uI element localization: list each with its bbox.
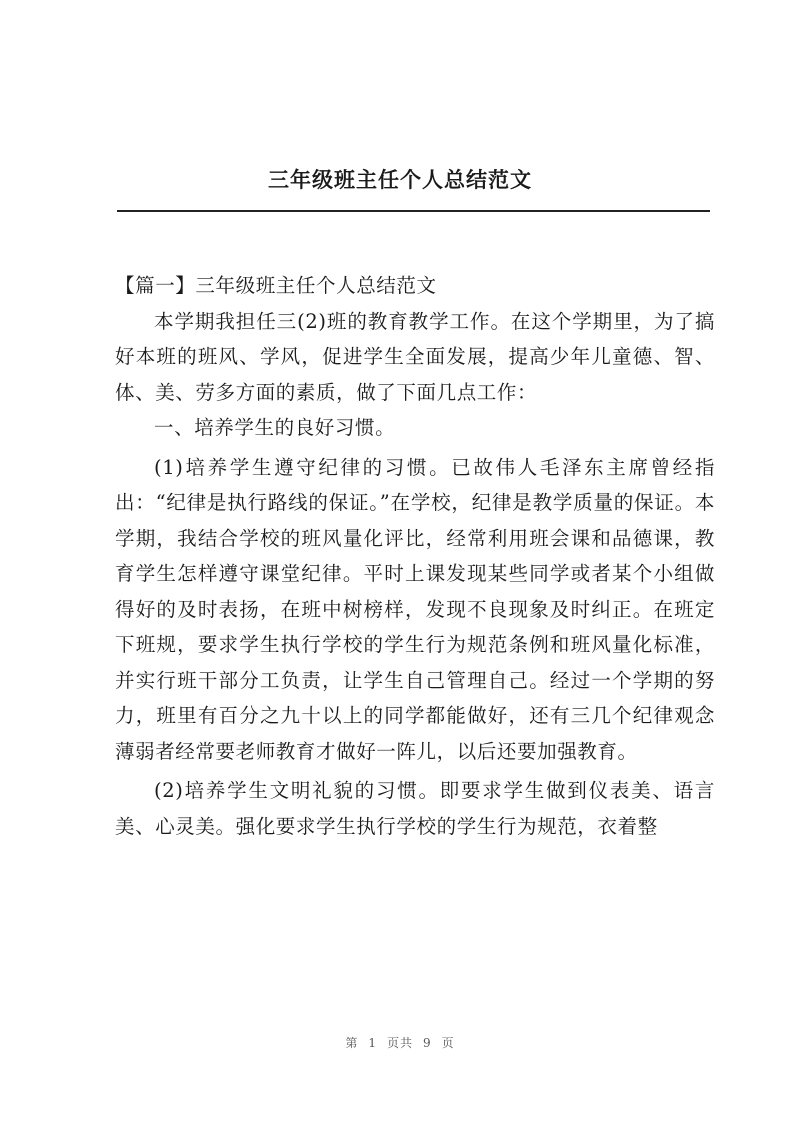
- page-footer: [0, 1034, 800, 1051]
- paragraph-heading-habits: 一、培养学生的良好习惯。: [154, 416, 396, 439]
- footer-suffix: 页: [441, 1036, 455, 1050]
- document-title: 三年级班主任个人总结范文: [268, 167, 532, 192]
- footer-total-pages: 9: [423, 1036, 432, 1050]
- paragraph-manners: (2)培养学生文明礼貌的习惯。即要求学生做到仪表美、语言美、心灵美。强化要求学生执行学校的学生行为规范，衣着整: [115, 779, 715, 838]
- footer-page-number: 1: [368, 1036, 377, 1050]
- footer-prefix: 第: [345, 1036, 359, 1050]
- document-body: [115, 268, 715, 844]
- title-divider: [117, 210, 710, 212]
- paragraph-discipline: (1)培养学生遵守纪律的习惯。已故伟人毛泽东主席曾经指出：“纪律是执行路线的保证。”在学校，纪律是教学质量的保证。本学期，我结合学校的班风量化评比，经常利用班会课和品德课，教育学生怎样遵守课堂纪律。平时上课发现某些同学或者某个小组做得好的及时表扬，在班中树榜样，发现不良现象及时纠正。在班定下班规，要求学生执行学校的学生行为规范条例和班风量化标准，并实行班干部分工负责，让学生自己管理自己。经过一个学期的努力，班里有百分之九十以上的同学都能做好，还有三几个纪律观念薄弱者经常要老师教育才做好一阵儿，以后还要加强教育。: [115, 455, 715, 763]
- section-heading: 【篇一】三年级班主任个人总结范文: [115, 274, 437, 297]
- paragraph-intro: 本学期我担任三(2)班的教育教学工作。在这个学期里，为了搞好本班的班风、学风，促进学生全面发展，提高少年儿童德、智、体、美、劳多方面的素质，做了下面几点工作：: [115, 309, 715, 404]
- footer-middle: 页共: [386, 1036, 413, 1050]
